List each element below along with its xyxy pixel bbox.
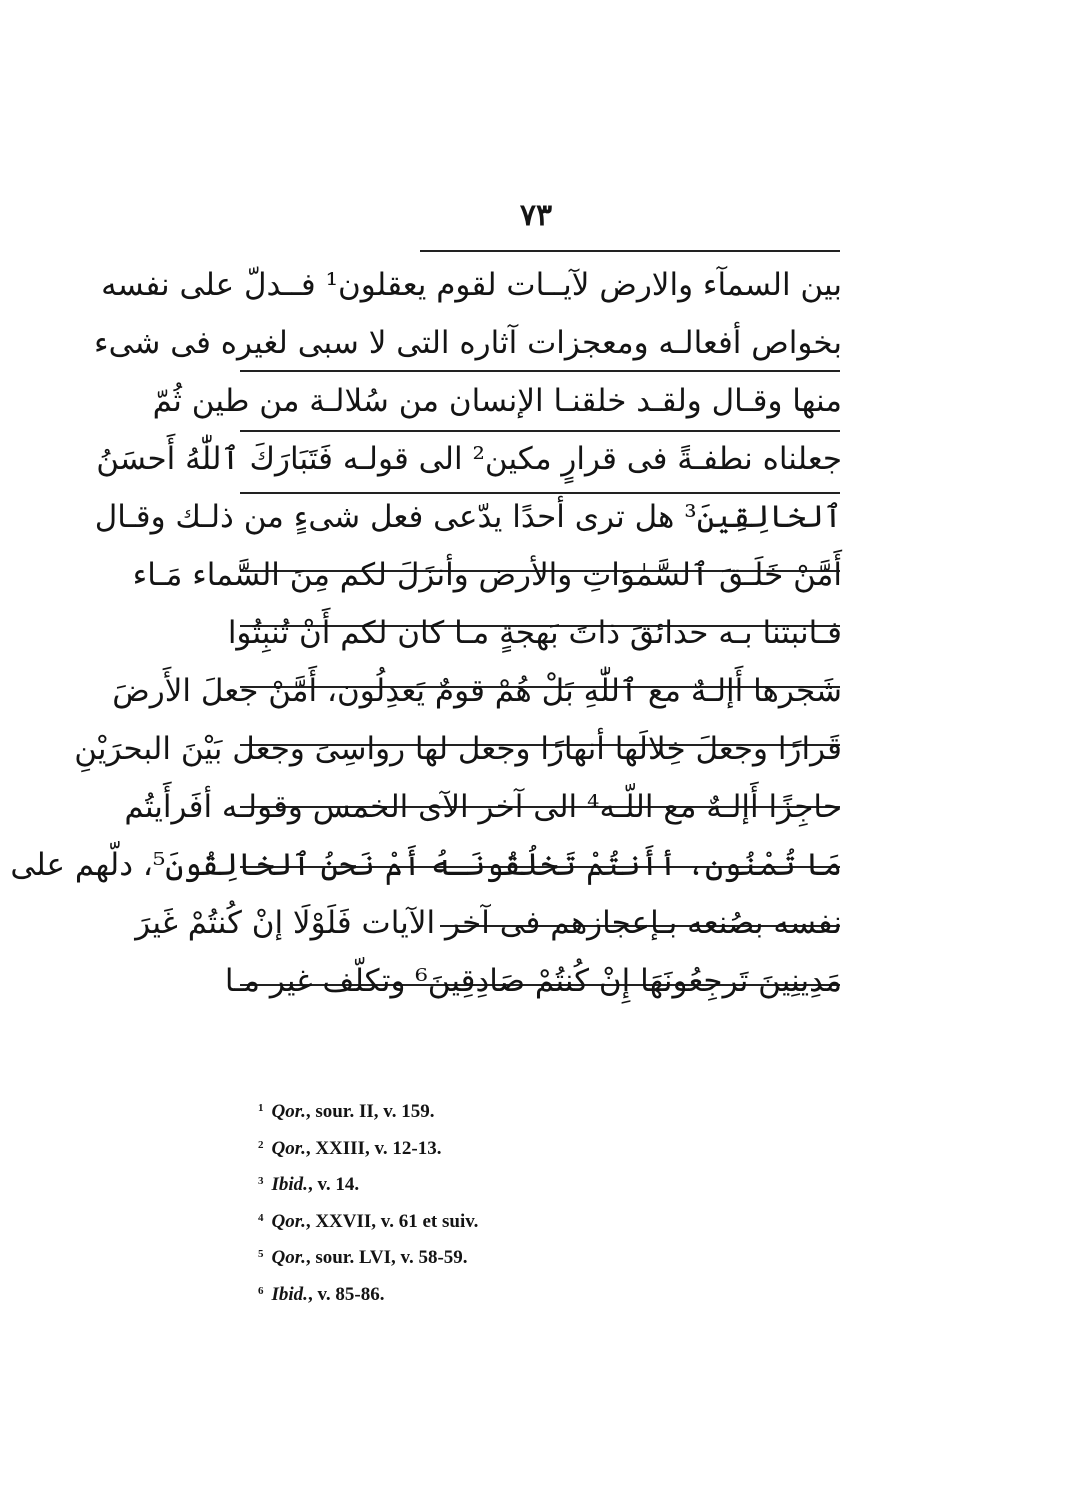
- footnote-source: Ibid.: [271, 1174, 308, 1195]
- text-line: جعلناه نطفـةً فى قرارٍ مكين² الى قولـه فَتَبَارَكَ ٱللّٰهُ أَحسَنُ: [96, 441, 842, 477]
- text-line: ٱلخالِقِينَ³ هل ترى أحدًا يدّعى فعل شىءٍ من ذلـك وقـال: [94, 499, 842, 535]
- footnote-mark: 2: [258, 1138, 264, 1151]
- arabic-text-block: [10, 256, 842, 1010]
- page-number: ٧٣: [519, 198, 553, 233]
- footnote-mark: 5: [258, 1248, 264, 1260]
- footnote-ref: , sour. II, v. 159.: [305, 1101, 435, 1122]
- footnote-ref: , v. 14.: [307, 1174, 360, 1195]
- footnote-mark: 3: [258, 1175, 264, 1187]
- text-line: نفسه بصُنعه بـإعجازهم فى آخر الآيات فَلَوْلَا إنْ كُنتُمْ غَيرَ: [135, 905, 842, 941]
- footnote: [258, 1094, 758, 1131]
- footnote-source: Ibid.: [271, 1283, 308, 1305]
- footnote-ref: , sour. LVI, v. 58-59.: [305, 1247, 468, 1268]
- text-line: شَجرها أَإلـهٌ مع ٱللّٰهِ بَلْ هُمْ قومٌ يَعدِلُون، أَمَّنْ جعلَ الأَرضَ: [112, 673, 842, 709]
- footnote: [258, 1277, 758, 1314]
- text-line: قَرارًا وجعلَ خِلالَها أنهارًا وجعل لها رواسِىَ وجعل بَيْنَ البحرَيْنِ: [74, 731, 842, 767]
- footnote: [258, 1131, 758, 1168]
- footnote: [258, 1204, 758, 1241]
- footnotes: [258, 1094, 758, 1313]
- footnote-ref: , v. 85-86.: [307, 1283, 385, 1305]
- text-line: مَدِينِينَ تَرجِعُونَهَا إِنْ كُنتُمْ صَادِقِينَ⁶ وتكلّف غير مـا: [224, 963, 842, 999]
- footnote-source: Qor.: [271, 1210, 306, 1232]
- footnote-ref: , XXIII, v. 12-13.: [305, 1137, 442, 1159]
- text-line: حاجِزًا أَإلـهٌ مع اللّـه⁴ الى آخر الآى الخمس وقولـه أفَرأَيتُم: [124, 789, 842, 825]
- text-line: منها وقـال ولقـد خلقنـا الإنسان من سُلالـة من طين ثُمّ: [152, 383, 842, 419]
- footnote: [258, 1240, 758, 1277]
- text-line: بخواص أفعالـه ومعجزات آثاره التى لا سبى لغيره فى شىء: [94, 325, 842, 361]
- footnote-mark: 4: [258, 1211, 264, 1224]
- footnote: [258, 1167, 758, 1204]
- footnote-source: Qor.: [271, 1101, 306, 1122]
- footnote-source: Qor.: [271, 1137, 306, 1159]
- text-line: مَا تُمْنُون، أأَنتُمْ تَخلُقُونَـهُ أَمْ نَحنُ ٱلخالِقُونَ⁵، دلّهم على: [10, 847, 842, 883]
- text-line: فـانبتنا بـه حدائقَ ذاتَ بَهجةٍ مـا كان لكم أَنْ تُنبِتُوا: [227, 615, 842, 651]
- footnote-mark: 1: [258, 1102, 264, 1114]
- footnote-mark: 6: [258, 1284, 264, 1297]
- footnote-ref: , XXVII, v. 61 et suiv.: [305, 1210, 479, 1232]
- underline-rule: [420, 250, 840, 252]
- footnote-source: Qor.: [271, 1247, 306, 1268]
- text-line: أَمَّنْ خَلَـقَ ٱلسَّمٰوَاتِ والأرض وأنزَلَ لكم مِنَ السَّماء مَـاء: [132, 557, 842, 593]
- text-line: بين السمآء والارض لآيــات لقوم يعقلون¹ فــدلّ على نفسه: [101, 267, 842, 303]
